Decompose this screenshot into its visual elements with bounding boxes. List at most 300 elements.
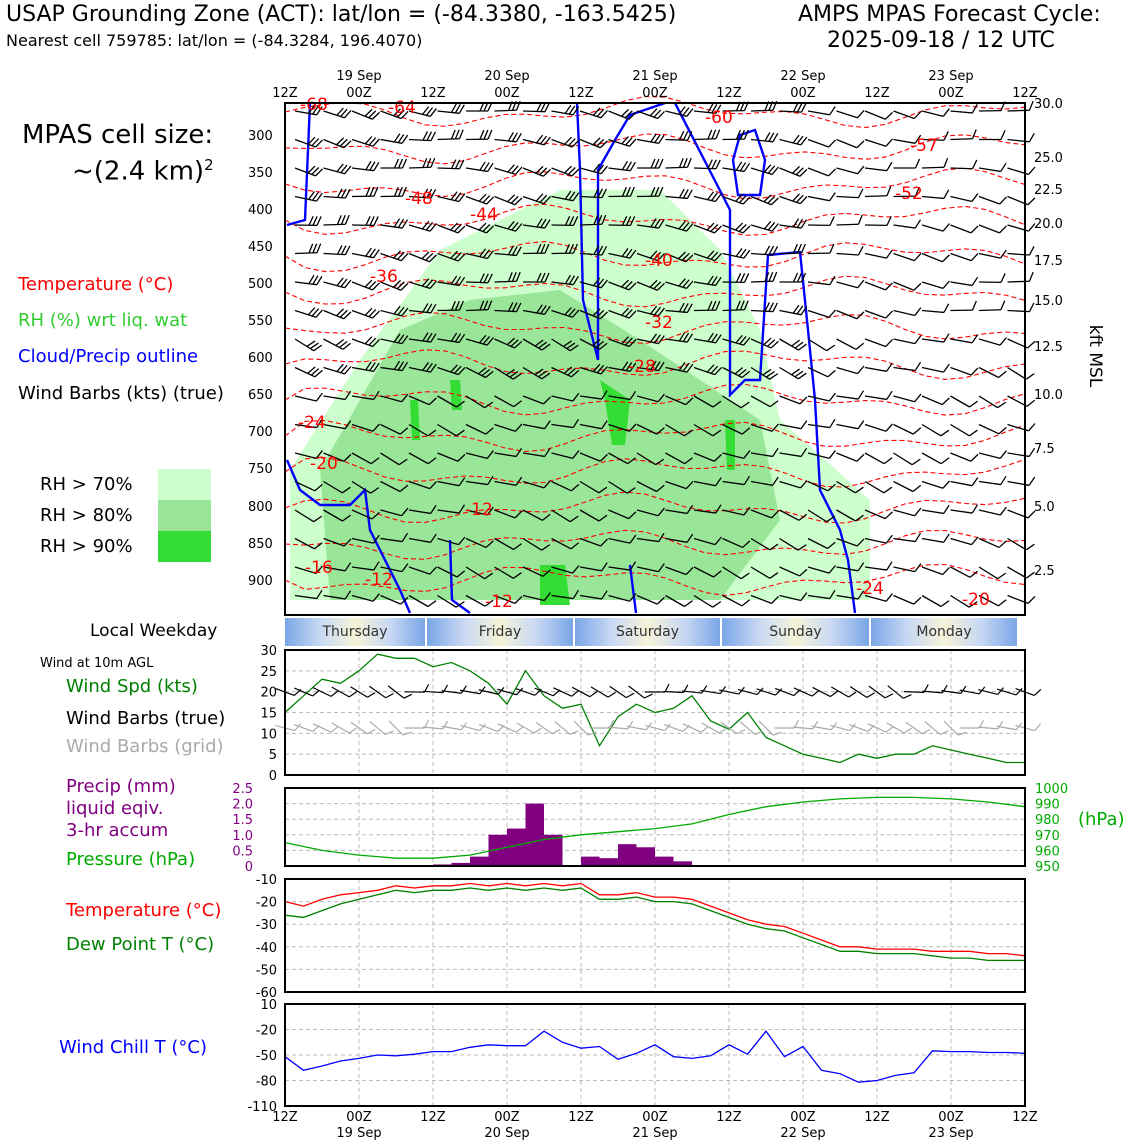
wind-barb-feather xyxy=(887,391,892,401)
wind-barb-feather xyxy=(317,216,321,225)
wind-barb xyxy=(324,245,350,255)
wind-barb-feather xyxy=(999,369,1007,379)
wind-barb xyxy=(751,216,778,232)
wind-barb-staff xyxy=(894,453,913,465)
altitude-tick: 20.0 xyxy=(1034,217,1063,232)
wind-barb xyxy=(495,188,522,206)
wind-barb xyxy=(894,302,921,317)
wind-barb-feather xyxy=(972,277,977,287)
wind-barb-feather xyxy=(798,371,806,381)
wind-barb-feather xyxy=(944,363,950,373)
y-tick: -20 xyxy=(255,1023,277,1039)
altitude-tick: 2.5 xyxy=(1034,564,1055,579)
wind-barb xyxy=(894,103,922,120)
top-date-label: 20 Sep xyxy=(484,69,530,84)
wind-barb-feather xyxy=(944,303,949,312)
wind-barb-feather xyxy=(769,272,773,281)
wind-barb-feather xyxy=(337,188,342,197)
wind-barb-staff xyxy=(951,339,973,343)
wind-barb-feather xyxy=(944,333,949,342)
wind-barb-feather xyxy=(1029,272,1033,281)
wind-barb-feather xyxy=(998,571,1006,581)
wind-barb-staff xyxy=(951,510,973,513)
wind-barb-staff xyxy=(979,482,1001,485)
wind-barb-feather xyxy=(914,252,921,262)
top-date-label: 19 Sep xyxy=(336,69,382,84)
wind-barb-staff xyxy=(922,282,943,288)
wind-barb-staff xyxy=(1008,281,1030,282)
wind-barb-staff xyxy=(837,140,857,148)
cell-size-line1: MPAS cell size: xyxy=(22,120,214,150)
wind-barb xyxy=(922,445,949,465)
wind-barb xyxy=(837,359,864,375)
wind-barb xyxy=(722,130,748,139)
wind-barb-staff xyxy=(979,310,1001,311)
wind-barb-feather xyxy=(679,158,683,167)
wind-barb-staff xyxy=(951,482,973,486)
wind-barb-feather xyxy=(912,457,920,467)
wind-barb-feather xyxy=(886,338,893,348)
wind-barb-feather xyxy=(317,244,321,253)
wind-barb-feather xyxy=(970,569,978,579)
wind-barb-feather xyxy=(773,272,777,281)
y-tick: 30 xyxy=(260,644,277,659)
wind-barb xyxy=(951,217,978,235)
wind-barb xyxy=(979,473,1006,486)
wind-barb-feather xyxy=(801,103,805,112)
wind-barb xyxy=(922,273,949,289)
wind-barb xyxy=(523,160,550,178)
wind-barb-feather xyxy=(1001,301,1005,310)
wind-barb-feather xyxy=(914,282,921,292)
wind-barb-feather xyxy=(793,103,797,112)
wind-barb-staff xyxy=(808,111,830,115)
top-time-tick: 12Z xyxy=(716,86,742,101)
wind-barb xyxy=(409,216,436,232)
wind-barb xyxy=(1008,388,1035,408)
wind-barb xyxy=(723,159,750,172)
top-date-label: 22 Sep xyxy=(780,69,826,84)
wind-barb-feather xyxy=(858,215,862,224)
wind-barb-feather xyxy=(1001,163,1006,173)
wind-barb-feather xyxy=(970,399,978,409)
wind-barb-feather xyxy=(886,310,893,320)
y-tick: 0 xyxy=(268,769,277,784)
wind-barb xyxy=(295,273,322,285)
wind-barb xyxy=(808,331,835,352)
altitude-tick: 25.0 xyxy=(1034,151,1063,166)
day-monday: Monday xyxy=(871,618,1017,646)
wind-barb-staff xyxy=(979,368,999,378)
wind-barb-feather xyxy=(887,561,892,570)
wind-barb-feather xyxy=(972,301,976,310)
y-tick: 10 xyxy=(260,727,277,743)
wind10m-header: Wind at 10m AGL xyxy=(40,656,154,671)
wind-barb-feather xyxy=(1000,196,1007,206)
wind-barb-feather xyxy=(858,189,862,198)
legend-cloud: Cloud/Precip outline xyxy=(18,346,199,367)
wind-barb-staff xyxy=(979,539,999,548)
wind-barb-feather xyxy=(830,419,835,428)
wind-barb xyxy=(865,187,891,197)
wind-barb-feather xyxy=(1000,506,1006,516)
wind-chill-panel xyxy=(285,1004,1025,1106)
wind-barb xyxy=(665,158,691,168)
wind-barb-feather xyxy=(944,533,950,543)
wind-barb-staff xyxy=(808,425,830,428)
wind-barb-staff xyxy=(865,339,886,347)
day-friday: Friday xyxy=(427,618,573,646)
wind-barb-staff xyxy=(1008,254,1030,256)
bottom-date-label: 22 Sep xyxy=(780,1126,826,1140)
y-tick: -80 xyxy=(255,1074,277,1090)
wind-barb-feather xyxy=(857,109,864,119)
bottom-time-tick: 12Z xyxy=(420,1110,446,1125)
wind-barb xyxy=(466,130,492,139)
wind-barb xyxy=(837,445,864,463)
altitude-tick: 17.5 xyxy=(1034,254,1063,269)
wind-barb xyxy=(951,188,978,203)
precip-tick: 0 xyxy=(244,860,253,875)
wind-barb xyxy=(1008,587,1035,605)
wind-barb xyxy=(552,160,579,178)
wind-barb-staff xyxy=(922,425,941,436)
wind-barb-feather xyxy=(736,273,740,282)
wind-barb-feather xyxy=(858,390,863,399)
y-tick: -50 xyxy=(255,1049,277,1064)
wind-barb-feather xyxy=(971,453,978,463)
wind-barb xyxy=(979,444,1006,459)
wind-barb xyxy=(865,131,893,148)
isotherm-label: -52 xyxy=(895,184,923,204)
wind-barb xyxy=(324,131,351,149)
wind-barb-feather xyxy=(683,131,687,140)
title-right-2: 2025-09-18 / 12 UTC xyxy=(827,28,1055,53)
wind-barb-feather xyxy=(830,106,836,116)
wind-barb xyxy=(694,188,721,203)
wind-barb xyxy=(666,188,693,199)
wind-barb-staff xyxy=(951,139,973,140)
wind-barb xyxy=(751,272,777,282)
wind-barb-feather xyxy=(829,309,836,319)
title-right-1: AMPS MPAS Forecast Cycle: xyxy=(798,2,1101,27)
wind-barb-feather xyxy=(830,216,834,225)
wind-barb xyxy=(865,416,893,433)
wind-barb-staff xyxy=(837,396,859,399)
wind-barb-staff xyxy=(1008,110,1030,111)
pressure-tick: 500 xyxy=(248,277,273,292)
wind-barb xyxy=(324,302,351,320)
precip-tick: 1.0 xyxy=(232,828,253,844)
wind-barb xyxy=(552,131,580,148)
legend-precip: Precip (mm) xyxy=(66,776,176,797)
wind-barb xyxy=(808,102,835,115)
top-time-tick: 00Z xyxy=(938,86,964,101)
legend-pressure: Pressure (hPa) xyxy=(66,849,196,870)
precip-tick: 1.5 xyxy=(232,813,253,829)
isotherm-label: -24 xyxy=(298,413,326,433)
isotherm-label: -20 xyxy=(310,454,338,474)
wind-barb xyxy=(922,559,950,576)
wind-barb-feather xyxy=(345,189,350,198)
wind-barb-staff xyxy=(951,453,971,461)
legend-wind: Wind Barbs (kts) (true) xyxy=(18,383,224,404)
wind-barb-feather xyxy=(773,303,777,312)
wind-barb-feather xyxy=(857,453,864,463)
wind-barb-feather xyxy=(858,420,864,430)
wind-barb-feather xyxy=(969,428,977,438)
wind-barb-staff xyxy=(808,197,830,201)
wind-barb xyxy=(808,416,835,429)
wind-barb-feather xyxy=(856,341,864,351)
wind-barb-staff xyxy=(894,254,915,261)
wind-barb-feather xyxy=(914,596,921,606)
wind-barb xyxy=(1008,473,1035,486)
wind-barb xyxy=(837,302,864,320)
wind-barb-feather xyxy=(886,593,892,603)
wind-barb xyxy=(951,445,978,463)
wind-barb xyxy=(1008,531,1035,552)
y-tick: 20 xyxy=(260,685,277,701)
wind-barb-staff xyxy=(865,254,887,259)
wind-barb xyxy=(951,273,978,286)
wind-barb-feather xyxy=(801,244,805,253)
wind-barb-feather xyxy=(431,132,435,141)
title-left: USAP Grounding Zone (ACT): lat/lon = (-84.3380, -163.5425) xyxy=(6,2,677,27)
wind-barb xyxy=(295,387,322,402)
wind-barb-staff xyxy=(865,425,886,432)
wind-barb xyxy=(894,159,920,168)
wind-barb xyxy=(381,131,408,144)
wind-barb xyxy=(466,159,493,172)
wind-barb-staff xyxy=(951,282,973,285)
wind-barb-staff xyxy=(922,225,943,231)
wind-barb-staff xyxy=(951,396,970,407)
wind-barb-feather xyxy=(885,510,892,520)
wind-barb-staff xyxy=(979,339,1000,345)
wind-barb xyxy=(723,245,750,259)
y-tick: -10 xyxy=(255,873,277,888)
top-date-label: 23 Sep xyxy=(928,69,974,84)
wind-barb xyxy=(1008,159,1035,175)
wind-barb xyxy=(808,188,835,202)
wind-barb-feather xyxy=(370,216,374,225)
wind-barb-staff xyxy=(865,196,887,197)
wind-barb-feather xyxy=(343,341,351,351)
wind-barb xyxy=(922,216,949,232)
wind-barb xyxy=(694,130,720,140)
wind-barb-staff xyxy=(922,453,941,464)
wind-barb-feather xyxy=(313,216,317,225)
wind-barb xyxy=(894,387,921,402)
wind-barb-feather xyxy=(744,273,748,282)
precip-bar xyxy=(637,847,656,866)
legend-barbs-grid: Wind Barbs (grid) xyxy=(66,736,224,757)
wind-barb-staff xyxy=(865,396,887,399)
wind-barb xyxy=(666,131,692,141)
wind-barb xyxy=(381,159,407,168)
wind-barb xyxy=(552,102,579,115)
wind-barb xyxy=(950,130,976,140)
altitude-tick: 10.0 xyxy=(1034,388,1063,403)
wind-barb-staff xyxy=(894,510,915,516)
wind-barb-feather xyxy=(313,244,317,253)
isotherm-label: -12 xyxy=(365,570,393,590)
wind-barb-staff xyxy=(922,197,944,199)
wind-barb xyxy=(979,159,1006,172)
wind-barb xyxy=(437,130,463,140)
wind-barb-feather xyxy=(972,160,976,169)
wind-barb xyxy=(324,273,351,288)
day-thursday: Thursday xyxy=(285,618,425,646)
isotherm-label: -44 xyxy=(470,205,498,225)
wind-barb-staff xyxy=(865,140,886,147)
wind-barb-feather xyxy=(829,139,836,149)
wind-barb-feather xyxy=(886,138,893,148)
wind-barb xyxy=(580,131,607,149)
wind-barb-feather xyxy=(884,456,892,466)
wind-barb-feather xyxy=(716,160,720,169)
wind-barb-feather xyxy=(1001,131,1005,140)
wind-barb xyxy=(865,445,892,465)
wind-barb xyxy=(352,159,379,171)
precip-tick: 2.0 xyxy=(232,797,253,813)
isotherm-label: -57 xyxy=(910,136,938,156)
wind-barb-feather xyxy=(685,599,693,609)
pressure-tick-right: 970 xyxy=(1035,828,1060,844)
y-tick: 15 xyxy=(260,706,277,722)
wind-barb-staff xyxy=(865,168,887,171)
wind-barb-feather xyxy=(765,245,770,254)
wind-barb-staff xyxy=(922,167,944,168)
y-tick: -60 xyxy=(255,986,277,1001)
pressure-tick: 750 xyxy=(248,462,273,477)
wind-barb-feather xyxy=(395,159,399,168)
wind-barb-feather xyxy=(887,187,891,196)
wind-barb-feather xyxy=(651,159,655,168)
altitude-tick: 5.0 xyxy=(1034,500,1055,515)
wind-barb-feather xyxy=(858,246,863,255)
wind-barb-feather xyxy=(1029,133,1034,142)
cross-section-panel xyxy=(285,97,1035,614)
pressure-tick: 850 xyxy=(248,537,273,552)
wind-barb-staff xyxy=(837,224,859,225)
wind-barb-feather xyxy=(915,533,920,542)
wind-barb-feather xyxy=(740,273,744,282)
wind-barb xyxy=(780,160,807,178)
wind-barb-staff xyxy=(837,254,859,256)
wind-barb-staff xyxy=(951,425,970,436)
wind-barb-feather xyxy=(683,158,687,167)
wind-barb xyxy=(979,245,1006,259)
bottom-time-tick: 00Z xyxy=(642,1110,668,1125)
wind-barb xyxy=(438,217,465,235)
wind-barb-feather xyxy=(687,158,691,167)
temperature-panel xyxy=(285,879,1025,992)
precip-tick: 2.5 xyxy=(232,782,253,797)
wind-barb xyxy=(894,274,921,292)
precip-bar xyxy=(655,857,674,866)
wind-barb-feather xyxy=(941,428,949,438)
wind-barb xyxy=(922,245,949,263)
pressure-tick: 350 xyxy=(248,166,273,181)
isotherm-label: -12 xyxy=(485,592,513,612)
altitude-tick: 15.0 xyxy=(1034,294,1063,309)
wind-barb xyxy=(780,131,807,146)
wind-barb-feather xyxy=(915,563,921,573)
wind-barb xyxy=(922,188,949,199)
pressure-tick: 800 xyxy=(248,500,273,515)
wind-barb xyxy=(951,359,979,376)
wind-barb-feather xyxy=(713,600,721,610)
pressure-tick-right: 1000 xyxy=(1035,782,1069,797)
wind-barb xyxy=(780,360,807,381)
wind-barb-feather xyxy=(829,167,836,177)
wind-barb-feather xyxy=(887,362,893,372)
wind-barb xyxy=(637,159,663,168)
wind-barb xyxy=(951,330,978,343)
wind-barb-feather xyxy=(1001,476,1006,485)
wind-barb-feather xyxy=(887,162,892,171)
wind-barb-staff xyxy=(865,482,884,493)
wind-barb xyxy=(865,359,892,372)
wind-barb xyxy=(979,301,1005,311)
wind-barb xyxy=(324,159,351,174)
wind-barb xyxy=(894,245,922,262)
wind-barb-feather xyxy=(655,159,659,168)
wind-barb xyxy=(951,559,978,579)
wind-barb-feather xyxy=(915,335,921,345)
pressure-tick: 400 xyxy=(248,203,273,218)
legend-precip-2: liquid eqiv. xyxy=(66,798,164,819)
wind-barb-feather xyxy=(913,483,921,493)
wind-barb-feather xyxy=(451,130,455,139)
wind-barb-feather xyxy=(998,598,1006,608)
wind-barb-staff xyxy=(894,282,914,290)
wind-barb-feather xyxy=(887,216,891,225)
wind-barb xyxy=(808,302,836,319)
bottom-time-tick: 00Z xyxy=(494,1110,520,1125)
wind-barb-feather xyxy=(541,103,545,112)
wind-barb xyxy=(352,131,380,148)
wind-barb xyxy=(409,131,435,141)
wind-barb-feather xyxy=(1000,450,1006,460)
wind-barb xyxy=(580,102,608,119)
wind-barb xyxy=(295,160,322,178)
wind-barb-staff xyxy=(894,539,916,542)
legend-barbs-true: Wind Barbs (true) xyxy=(66,708,226,729)
isotherm-label: -12 xyxy=(465,500,493,520)
precip-panel xyxy=(285,788,1025,866)
wind-barb-staff xyxy=(922,396,942,405)
wind-barb-feather xyxy=(915,307,921,317)
precip-tick: 0.5 xyxy=(232,844,253,860)
y-tick: -30 xyxy=(255,918,277,934)
wind-barb-staff xyxy=(894,596,914,605)
wind-barb xyxy=(922,501,949,514)
wind-barb xyxy=(865,274,892,292)
wind-barb xyxy=(894,445,921,466)
precip-bar xyxy=(618,844,637,866)
bottom-time-tick: 12Z xyxy=(568,1110,594,1125)
wind-barb xyxy=(837,331,864,351)
wind-barb xyxy=(979,559,1006,580)
pressure-tick: 600 xyxy=(248,351,273,366)
top-time-tick: 00Z xyxy=(642,86,668,101)
wind-barb xyxy=(352,302,380,319)
wind-barb-feather xyxy=(1029,101,1033,110)
wind-barb-feather xyxy=(916,159,920,168)
